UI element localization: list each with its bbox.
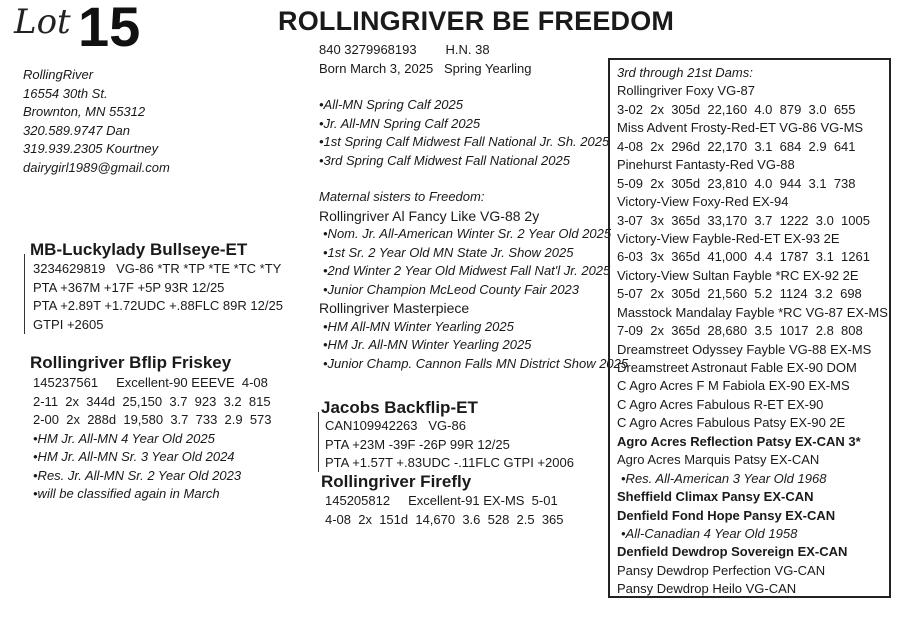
sister-award: •HM All-MN Winter Yearling 2025 xyxy=(323,318,514,334)
maternal-grandsire-info xyxy=(325,417,574,473)
lot-number: 15 xyxy=(78,0,141,58)
sister-award: •Junior Champion McLeod County Fair 2023 xyxy=(323,281,580,297)
dam-entry: Victory-View Sultan Fayble *RC EX-92 2E xyxy=(617,267,859,283)
dam-entry: Dreamstreet Odyssey Fayble VG-88 EX-MS xyxy=(617,341,872,357)
lot-label: Lot xyxy=(14,2,71,42)
pedigree-bracket xyxy=(24,254,25,334)
dam-award: •HM Jr. All-MN Sr. 3 Year Old 2024 xyxy=(33,449,235,464)
dam-entry: Agro Acres Reflection Patsy EX-CAN 3* xyxy=(617,433,861,449)
dam-record: 2-00 2x 288d 19,580 3.7 733 2.9 573 xyxy=(33,412,272,427)
dam-entry: 3-02 2x 305d 22,160 4.0 879 3.0 655 xyxy=(617,101,856,117)
dam-entry: Masstock Mandalay Fayble *RC VG-87 EX-MS xyxy=(617,304,888,320)
dam-entry: Rollingriver Foxy VG-87 xyxy=(617,83,755,99)
dam-entry: Miss Advent Frosty-Red-ET VG-86 VG-MS xyxy=(617,120,864,136)
dam-entry: Pinehurst Fantasty-Red VG-88 xyxy=(617,157,795,173)
dam-award: •HM Jr. All-MN 4 Year Old 2025 xyxy=(33,430,215,446)
dam-award: •Res. Jr. All-MN Sr. 2 Year Old 2023 xyxy=(33,467,242,483)
animal-id: 840 3279968193 H.N. 38 xyxy=(319,42,490,57)
dam-award: •Res. All-American 3 Year Old 1968 xyxy=(621,470,827,486)
dam-entry: Sheffield Climax Pansy EX-CAN xyxy=(617,489,814,505)
sire-detail: PTA +2.89T +1.72UDC +.88FLC 89R 12/25 xyxy=(33,298,283,313)
dam-info xyxy=(33,374,272,504)
dam-entry: C Agro Acres F M Fabiola EX-90 EX-MS xyxy=(617,378,850,394)
award-item: •All-MN Spring Calf 2025 xyxy=(319,97,463,112)
maternal-sisters xyxy=(319,188,628,373)
sire-info xyxy=(33,260,283,334)
dam-entry: Pansy Dewdrop Heilo VG-CAN xyxy=(617,581,797,597)
sister-name: Rollingriver Masterpiece xyxy=(319,300,470,316)
dam-name: Rollingriver Bflip Friskey xyxy=(30,353,232,372)
owner-info xyxy=(23,66,170,177)
grandsire-detail: PTA +1.57T +.83UDC -.11FLC GTPI +2006 xyxy=(325,455,574,470)
maternal-sisters-heading: Maternal sisters to Freedom: xyxy=(319,189,485,204)
award-item: •3rd Spring Calf Midwest Fall National 2025 xyxy=(319,152,570,168)
dam-entry: 6-03 3x 365d 41,000 4.4 1787 3.1 1261 xyxy=(617,249,870,265)
owner-street: 16554 30th St. xyxy=(23,85,108,101)
owner-email: dairygirl1989@gmail.com xyxy=(23,159,170,175)
dam-entry: 5-09 2x 305d 23,810 4.0 944 3.1 738 xyxy=(617,175,856,191)
maternal-granddam-name: Rollingriver Firefly xyxy=(321,472,472,491)
sister-award: •1st Sr. 2 Year Old MN State Jr. Show 2025 xyxy=(323,244,574,260)
dam-entry: Agro Acres Marquis Patsy EX-CAN xyxy=(617,452,820,468)
maternal-grandsire-name: Jacobs Backflip-ET xyxy=(321,398,478,417)
sister-award: •Nom. Jr. All-American Winter Sr. 2 Year Old 2025 xyxy=(323,226,612,241)
maternal-granddam-info xyxy=(325,492,564,529)
sire-detail: 3234629819 VG-86 *TR *TP *TE *TC *TY xyxy=(33,261,282,276)
award-item: •1st Spring Calf Midwest Fall National Jr. Sh. 2025 xyxy=(319,134,610,149)
sister-award: •Junior Champ. Cannon Falls MN District Show 2025 xyxy=(323,355,629,371)
dam-entry: Victory-View Fayble-Red-ET EX-93 2E xyxy=(617,230,840,246)
dams-list xyxy=(617,64,888,599)
sister-award: •HM Jr. All-MN Winter Yearling 2025 xyxy=(323,337,532,352)
owner-phone-2: 319.939.2305 Kourtney xyxy=(23,141,159,156)
owner-phone-1: 320.589.9747 Dan xyxy=(23,122,130,138)
animal-info xyxy=(319,41,531,78)
pedigree-bracket xyxy=(318,412,319,472)
owner-farm: RollingRiver xyxy=(23,67,94,82)
dam-entry: 5-07 2x 305d 21,560 5.2 1124 3.2 698 xyxy=(617,286,862,302)
dams-heading: 3rd through 21st Dams: xyxy=(617,65,753,80)
sire-detail: GTPI +2605 xyxy=(33,316,104,332)
grandsire-detail: CAN109942263 VG-86 xyxy=(325,418,466,433)
dam-detail: 145237561 Excellent-90 EEEVE 4-08 xyxy=(33,375,268,390)
grandsire-detail: PTA +23M -39F -26P 99R 12/25 xyxy=(325,436,510,452)
dam-entry: Denfield Fond Hope Pansy EX-CAN xyxy=(617,507,836,523)
dam-entry: C Agro Acres Fabulous R-ET EX-90 xyxy=(617,396,824,412)
animal-awards xyxy=(319,96,609,170)
page-title: ROLLINGRIVER BE FREEDOM xyxy=(278,6,675,36)
dam-entry: 4-08 2x 296d 22,170 3.1 684 2.9 641 xyxy=(617,138,856,154)
dam-entry: Dreamstreet Astronaut Fable EX-90 DOM xyxy=(617,360,857,375)
dam-entry: Pansy Dewdrop Perfection VG-CAN xyxy=(617,562,826,578)
sire-name: MB-Luckylady Bullseye-ET xyxy=(30,240,248,259)
dam-record: 2-11 2x 344d 25,150 3.7 923 3.2 815 xyxy=(33,393,271,409)
animal-birth: Born March 3, 2025 Spring Yearling xyxy=(319,60,532,76)
sire-detail: PTA +367M +17F +5P 93R 12/25 xyxy=(33,279,225,295)
granddam-detail: 145205812 Excellent-91 EX-MS 5-01 xyxy=(325,493,558,508)
dam-award: •All-Canadian 4 Year Old 1958 xyxy=(621,525,798,541)
award-item: •Jr. All-MN Spring Calf 2025 xyxy=(319,115,481,131)
dam-entry: Victory-View Foxy-Red EX-94 xyxy=(617,194,789,210)
dam-entry: Denfield Dewdrop Sovereign EX-CAN xyxy=(617,544,848,560)
dam-award: •will be classified again in March xyxy=(33,486,220,501)
granddam-record: 4-08 2x 151d 14,670 3.6 528 2.5 365 xyxy=(325,511,564,527)
sister-name: Rollingriver Al Fancy Like VG-88 2y xyxy=(319,207,540,224)
dam-entry: 7-09 2x 365d 28,680 3.5 1017 2.8 808 xyxy=(617,323,863,339)
dam-entry: C Agro Acres Fabulous Patsy EX-90 2E xyxy=(617,415,846,431)
sister-award: •2nd Winter 2 Year Old Midwest Fall Nat'l Jr. 2025 xyxy=(323,263,611,278)
owner-city: Brownton, MN 55312 xyxy=(23,104,146,119)
dam-entry: 3-07 3x 365d 33,170 3.7 1222 3.0 1005 xyxy=(617,212,870,228)
